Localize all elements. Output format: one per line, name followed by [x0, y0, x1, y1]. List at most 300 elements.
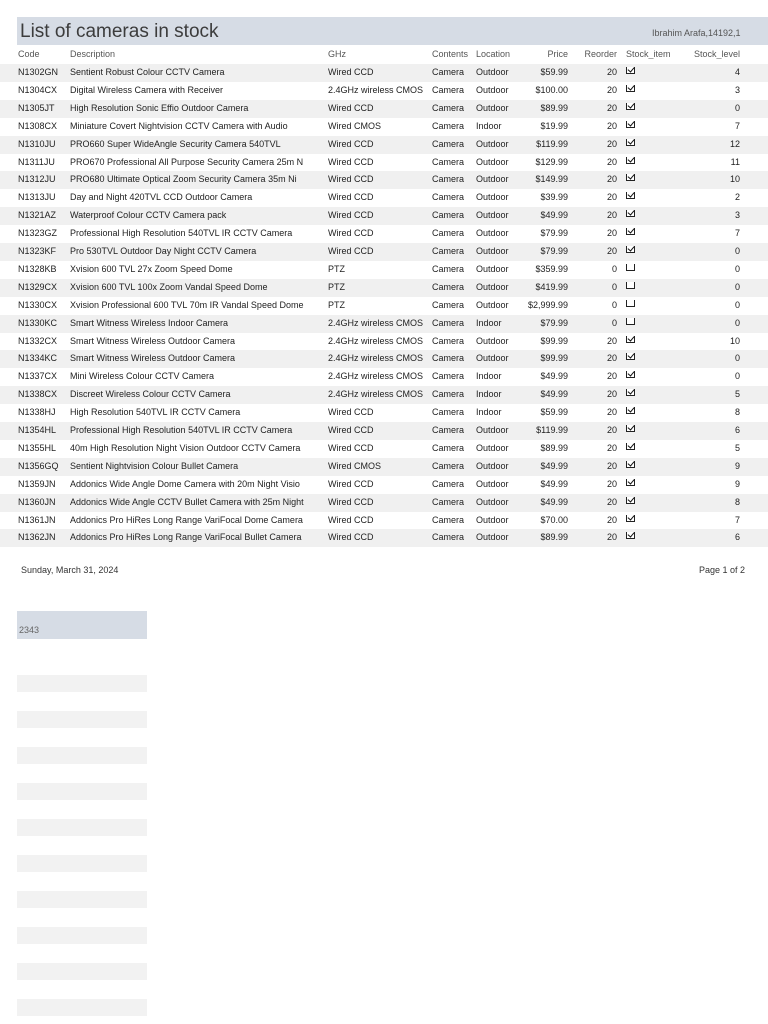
cell-ghz: Wired CMOS — [328, 460, 382, 471]
cell-price: $89.99 — [540, 102, 568, 113]
column-header-stock-level: Stock_level — [693, 49, 740, 59]
cell-price: $119.99 — [536, 138, 568, 149]
cell-stock-level: 0 — [734, 353, 740, 364]
cell-code: N1338CX — [18, 389, 58, 400]
cell-contents: Camera — [432, 353, 465, 364]
cell-price: $2,999.99 — [527, 299, 568, 310]
cell-price: $39.99 — [540, 192, 568, 203]
table-row — [0, 422, 768, 440]
cell-description: Professional High Resolution 540TVL IR CCTV Camera — [70, 228, 293, 239]
cell-code: N1354HL — [18, 425, 57, 435]
side-panel-bar — [17, 675, 147, 692]
cell-code: N1334KC — [18, 353, 58, 364]
side-panel-bar — [17, 963, 147, 980]
cell-description: Addonics Wide Angle Dome Camera with 20m Night Visio — [70, 478, 300, 489]
cell-stock-level: 0 — [734, 246, 740, 256]
table-row — [0, 261, 768, 279]
table-row — [0, 243, 768, 261]
cell-ghz: Wired CCD — [328, 67, 374, 77]
cell-contents: Camera — [432, 246, 465, 256]
cell-stock-item — [626, 300, 682, 311]
cell-stock-item — [626, 461, 682, 472]
cell-stock-item — [626, 174, 682, 185]
cell-ghz: 2.4GHz wireless CMOS — [328, 317, 424, 328]
cell-ghz: Wired CCD — [328, 138, 374, 149]
cell-code: N1330KC — [18, 317, 58, 328]
cell-location: Outdoor — [476, 192, 509, 203]
column-header-location: Location — [476, 49, 511, 59]
cell-code: N1313JU — [18, 192, 56, 203]
cell-code: N1337CX — [18, 371, 58, 382]
table-row — [0, 225, 768, 243]
footer-page-number: Page 1 of 2 — [698, 565, 745, 575]
cell-price: $149.99 — [535, 174, 568, 185]
cell-contents: Camera — [432, 478, 465, 489]
cell-stock-level: 9 — [734, 478, 740, 489]
cell-stock-item — [626, 479, 682, 490]
side-panel-bar — [17, 747, 147, 764]
cell-stock-item — [626, 264, 682, 275]
cell-reorder: 20 — [606, 84, 617, 95]
side-panel-bar — [17, 783, 147, 800]
cell-contents: Camera — [432, 442, 465, 453]
cell-ghz: 2.4GHz wireless CMOS — [328, 335, 424, 346]
cell-location: Outdoor — [476, 84, 509, 95]
cell-stock-item — [626, 336, 682, 347]
cell-stock-level: 5 — [734, 442, 740, 453]
table-row — [0, 494, 768, 512]
cell-price: $49.99 — [540, 496, 568, 507]
cell-code: N1361JN — [18, 514, 56, 525]
cell-code: N1355HL — [18, 442, 57, 453]
cell-price: $49.99 — [540, 210, 568, 221]
cell-contents: Camera — [432, 228, 465, 239]
cell-location: Outdoor — [476, 102, 509, 113]
cell-location: Outdoor — [476, 496, 509, 507]
cell-description: Miniature Covert Nightvision CCTV Camera with Audio — [70, 120, 288, 131]
unchecked-checkbox-icon — [626, 264, 635, 271]
table-row — [0, 100, 768, 118]
table-row — [0, 82, 768, 100]
cell-stock-item — [626, 157, 682, 168]
cell-reorder: 0 — [611, 263, 617, 274]
checked-checkbox-icon — [626, 228, 635, 235]
cell-stock-item — [626, 246, 682, 257]
cell-description: 40m High Resolution Night Vision Outdoor CCTV Camera — [70, 442, 301, 453]
cell-location: Outdoor — [476, 138, 509, 149]
cell-code: N1310JU — [18, 138, 56, 149]
cell-description: Sentient Robust Colour CCTV Camera — [70, 67, 225, 77]
cell-description: High Resolution Sonic Effio Outdoor Camera — [70, 102, 249, 113]
cell-reorder: 20 — [606, 67, 617, 77]
cell-description: Addonics Pro HiRes Long Range VariFocal Bullet Camera — [70, 532, 302, 543]
cell-location: Outdoor — [476, 353, 509, 364]
cell-ghz: Wired CCD — [328, 228, 374, 239]
side-panel-bar — [17, 711, 147, 728]
cell-code: N1321AZ — [18, 210, 57, 221]
cell-contents: Camera — [432, 84, 465, 95]
cell-ghz: Wired CCD — [328, 210, 374, 221]
cell-location: Outdoor — [476, 478, 509, 489]
cell-contents: Camera — [432, 120, 465, 131]
cell-price: $419.99 — [535, 281, 568, 292]
cell-stock-item — [626, 371, 682, 382]
cell-reorder: 20 — [606, 407, 617, 418]
cell-reorder: 0 — [611, 299, 617, 310]
cell-location: Outdoor — [476, 299, 509, 310]
cell-reorder: 20 — [606, 335, 617, 346]
cell-reorder: 20 — [606, 514, 617, 525]
cell-stock-item — [626, 103, 682, 114]
cell-stock-level: 8 — [734, 407, 740, 418]
cell-code: N1304CX — [18, 84, 58, 95]
table-row — [0, 136, 768, 154]
cell-stock-item — [626, 497, 682, 508]
unchecked-checkbox-icon — [626, 318, 635, 325]
checked-checkbox-icon — [626, 174, 635, 181]
cell-ghz: Wired CCD — [328, 478, 374, 489]
cell-location: Indoor — [476, 317, 502, 328]
cell-stock-item — [626, 407, 682, 418]
checked-checkbox-icon — [626, 103, 635, 110]
cell-location: Indoor — [476, 389, 502, 400]
table-row — [0, 529, 768, 547]
cell-stock-item — [626, 192, 682, 203]
cell-stock-level: 3 — [734, 210, 740, 221]
cell-contents: Camera — [432, 67, 465, 77]
cell-reorder: 20 — [606, 120, 617, 131]
cell-price: $70.00 — [540, 514, 568, 525]
cell-description: Pro 530TVL Outdoor Day Night CCTV Camera — [70, 246, 257, 256]
cell-stock-level: 6 — [734, 532, 740, 543]
cell-price: $59.99 — [540, 67, 568, 77]
cell-ghz: Wired CCD — [328, 174, 374, 185]
checked-checkbox-icon — [626, 85, 635, 92]
cell-code: N1302GN — [18, 67, 59, 77]
cell-stock-level: 10 — [729, 174, 740, 185]
table-row — [0, 64, 768, 82]
cell-stock-item — [626, 139, 682, 150]
cell-price: $89.99 — [540, 442, 568, 453]
cell-ghz: Wired CMOS — [328, 120, 382, 131]
cell-stock-level: 6 — [734, 425, 740, 435]
column-header-ghz: GHz — [328, 49, 346, 59]
cell-code: N1356GQ — [18, 460, 59, 471]
cell-location: Indoor — [476, 120, 502, 131]
checked-checkbox-icon — [626, 389, 635, 396]
checked-checkbox-icon — [626, 139, 635, 146]
cell-price: $49.99 — [540, 371, 568, 382]
cell-location: Outdoor — [476, 532, 509, 543]
cell-code: N1332CX — [18, 335, 58, 346]
cell-ghz: Wired CCD — [328, 246, 374, 256]
cell-ghz: Wired CCD — [328, 532, 374, 543]
cell-stock-level: 7 — [734, 228, 740, 239]
column-header-price: Price — [547, 49, 568, 59]
cell-price: $129.99 — [535, 156, 568, 167]
report-author: Ibrahim Arafa,14192,1 — [652, 28, 741, 38]
checked-checkbox-icon — [626, 210, 635, 217]
cell-price: $89.99 — [540, 532, 568, 543]
cell-location: Outdoor — [476, 263, 509, 274]
cell-reorder: 20 — [606, 371, 617, 382]
cell-stock-item — [626, 67, 682, 78]
cell-contents: Camera — [432, 389, 465, 400]
checked-checkbox-icon — [626, 371, 635, 378]
cell-price: $19.99 — [540, 120, 568, 131]
cell-location: Indoor — [476, 407, 502, 418]
cell-ghz: Wired CCD — [328, 407, 374, 418]
cell-description: Xvision 600 TVL 100x Zoom Vandal Speed Dome — [70, 281, 268, 292]
side-panel-label: 2343 — [19, 625, 40, 635]
checked-checkbox-icon — [626, 497, 635, 504]
cell-contents: Camera — [432, 317, 465, 328]
cell-contents: Camera — [432, 174, 465, 185]
cell-contents: Camera — [432, 281, 465, 292]
checked-checkbox-icon — [626, 121, 635, 128]
cell-location: Outdoor — [476, 67, 509, 77]
checked-checkbox-icon — [626, 515, 635, 522]
cell-stock-item — [626, 282, 682, 293]
cell-contents: Camera — [432, 156, 465, 167]
cell-code: N1308CX — [18, 120, 58, 131]
cell-code: N1329CX — [18, 281, 58, 292]
cell-reorder: 20 — [606, 192, 617, 203]
cell-contents: Camera — [432, 514, 465, 525]
cell-description: Addonics Pro HiRes Long Range VariFocal Dome Camera — [70, 514, 303, 525]
cell-location: Outdoor — [476, 246, 509, 256]
cell-description: Smart Witness Wireless Indoor Camera — [70, 317, 229, 328]
cell-contents: Camera — [432, 210, 465, 221]
table-row — [0, 171, 768, 189]
cell-stock-level: 12 — [729, 138, 740, 149]
cell-stock-level: 3 — [734, 84, 740, 95]
cell-stock-level: 0 — [734, 317, 740, 328]
footer-date: Sunday, March 31, 2024 — [21, 565, 119, 575]
cell-location: Outdoor — [476, 174, 509, 185]
cell-stock-item — [626, 353, 682, 364]
cell-description: Xvision Professional 600 TVL 70m IR Vandal Speed Dome — [70, 299, 304, 310]
cell-contents: Camera — [432, 496, 465, 507]
cell-code: N1330CX — [18, 299, 58, 310]
checked-checkbox-icon — [626, 246, 635, 253]
checked-checkbox-icon — [626, 157, 635, 164]
cell-description: PRO660 Super WideAngle Security Camera 540TVL — [70, 138, 281, 149]
checked-checkbox-icon — [626, 479, 635, 486]
checked-checkbox-icon — [626, 192, 635, 199]
cell-reorder: 20 — [606, 228, 617, 239]
cell-location: Outdoor — [476, 425, 509, 435]
cell-stock-level: 11 — [730, 156, 740, 167]
cell-reorder: 20 — [606, 138, 617, 149]
cell-stock-item — [626, 532, 682, 543]
cell-ghz: 2.4GHz wireless CMOS — [328, 389, 424, 400]
side-panel-bar — [17, 819, 147, 836]
side-panel-bar — [17, 999, 147, 1016]
checked-checkbox-icon — [626, 67, 635, 74]
column-header-code: Code — [18, 49, 40, 59]
cell-code: N1323KF — [18, 246, 57, 256]
checked-checkbox-icon — [626, 532, 635, 539]
cell-code: N1362JN — [18, 532, 56, 543]
cell-ghz: PTZ — [328, 299, 345, 310]
table-row — [0, 154, 768, 172]
cell-ghz: 2.4GHz wireless CMOS — [328, 353, 424, 364]
table-row — [0, 476, 768, 494]
cell-reorder: 20 — [606, 460, 617, 471]
cell-price: $100.00 — [535, 84, 568, 95]
cell-reorder: 20 — [606, 246, 617, 256]
cell-contents: Camera — [432, 407, 465, 418]
unchecked-checkbox-icon — [626, 300, 635, 307]
unchecked-checkbox-icon — [626, 282, 635, 289]
cell-stock-item — [626, 425, 682, 436]
cell-location: Outdoor — [476, 228, 509, 239]
cell-description: Discreet Wireless Colour CCTV Camera — [70, 389, 231, 400]
cell-ghz: Wired CCD — [328, 442, 374, 453]
cell-location: Outdoor — [476, 281, 509, 292]
cell-description: Waterproof Colour CCTV Camera pack — [70, 210, 227, 221]
cell-contents: Camera — [432, 263, 465, 274]
cell-stock-item — [626, 443, 682, 454]
table-row — [0, 189, 768, 207]
cell-price: $79.99 — [540, 246, 568, 256]
cell-description: Xvision 600 TVL 27x Zoom Speed Dome — [70, 263, 233, 274]
column-header-reorder: Reorder — [584, 49, 617, 59]
cell-price: $99.99 — [540, 335, 568, 346]
cell-code: N1305JT — [18, 102, 55, 113]
cell-stock-level: 0 — [734, 371, 740, 382]
cell-stock-level: 10 — [729, 335, 740, 346]
cell-price: $359.99 — [535, 263, 568, 274]
cell-description: High Resolution 540TVL IR CCTV Camera — [70, 407, 241, 418]
table-row — [0, 386, 768, 404]
cell-price: $79.99 — [540, 228, 568, 239]
table-row — [0, 333, 768, 351]
column-header-description: Description — [70, 49, 116, 59]
cell-reorder: 20 — [606, 102, 617, 113]
cell-ghz: Wired CCD — [328, 156, 374, 167]
side-panel-bar — [17, 855, 147, 872]
column-header-contents: Contents — [432, 49, 469, 59]
cell-stock-level: 0 — [734, 263, 740, 274]
cell-price: $79.99 — [540, 317, 568, 328]
cell-description: Addonics Wide Angle CCTV Bullet Camera with 25m Night — [70, 496, 304, 507]
cell-description: PRO680 Ultimate Optical Zoom Security Camera 35m Ni — [70, 174, 297, 185]
cell-location: Outdoor — [476, 460, 509, 471]
table-row — [0, 207, 768, 225]
cell-code: N1312JU — [18, 174, 56, 185]
table-row — [0, 279, 768, 297]
cell-reorder: 20 — [606, 425, 617, 435]
side-panel-bar — [17, 927, 147, 944]
checked-checkbox-icon — [626, 336, 635, 343]
cell-stock-level: 9 — [734, 460, 740, 471]
cell-reorder: 20 — [606, 478, 617, 489]
cell-description: Mini Wireless Colour CCTV Camera — [70, 371, 215, 382]
cell-code: N1323GZ — [18, 228, 58, 239]
cell-ghz: 2.4GHz wireless CMOS — [328, 371, 424, 382]
cell-stock-level: 7 — [734, 120, 740, 131]
cell-stock-item — [626, 318, 682, 329]
cell-ghz: PTZ — [328, 281, 345, 292]
cell-description: PRO670 Professional All Purpose Security Camera 25m N — [70, 156, 304, 167]
report-title: List of cameras in stock — [20, 21, 219, 42]
cell-stock-level: 0 — [734, 299, 740, 310]
cell-reorder: 20 — [606, 174, 617, 185]
cell-price: $59.99 — [540, 407, 568, 418]
cell-contents: Camera — [432, 192, 465, 203]
column-header-stock-item: Stock_item — [626, 49, 671, 59]
cell-code: N1338HJ — [18, 407, 56, 418]
cell-contents: Camera — [432, 138, 465, 149]
table-row — [0, 404, 768, 422]
cell-contents: Camera — [432, 425, 465, 435]
cell-location: Outdoor — [476, 442, 509, 453]
cell-code: N1311JU — [18, 156, 55, 167]
cell-reorder: 20 — [606, 532, 617, 543]
table-row — [0, 350, 768, 368]
cell-stock-level: 0 — [734, 102, 740, 113]
side-panel-bar — [17, 891, 147, 908]
table-header — [0, 46, 768, 64]
table-row — [0, 118, 768, 136]
report-header — [17, 17, 768, 45]
cell-stock-item — [626, 228, 682, 239]
cell-location: Outdoor — [476, 514, 509, 525]
cell-stock-item — [626, 389, 682, 400]
cell-location: Outdoor — [476, 156, 509, 167]
table-row — [0, 315, 768, 333]
cell-contents: Camera — [432, 371, 465, 382]
cell-ghz: Wired CCD — [328, 514, 374, 525]
cell-ghz: 2.4GHz wireless CMOS — [328, 84, 424, 95]
cell-reorder: 20 — [606, 442, 617, 453]
cell-ghz: Wired CCD — [328, 496, 374, 507]
cell-stock-level: 7 — [734, 514, 740, 525]
cell-description: Smart Witness Wireless Outdoor Camera — [70, 353, 236, 364]
cell-ghz: Wired CCD — [328, 102, 374, 113]
cell-ghz: Wired CCD — [328, 192, 374, 203]
cell-stock-item — [626, 515, 682, 526]
cell-price: $49.99 — [540, 389, 568, 400]
cell-location: Outdoor — [476, 335, 509, 346]
cell-code: N1359JN — [18, 478, 56, 489]
cell-reorder: 20 — [606, 210, 617, 221]
cell-description: Smart Witness Wireless Outdoor Camera — [70, 335, 236, 346]
cell-stock-level: 5 — [734, 389, 740, 400]
cell-code: N1328KB — [18, 263, 57, 274]
cell-stock-item — [626, 121, 682, 132]
cell-ghz: Wired CCD — [328, 425, 374, 435]
cell-location: Outdoor — [476, 210, 509, 221]
cell-stock-level: 4 — [734, 67, 740, 77]
checked-checkbox-icon — [626, 407, 635, 414]
cell-stock-item — [626, 210, 682, 221]
cell-contents: Camera — [432, 299, 465, 310]
cell-reorder: 20 — [606, 389, 617, 400]
cell-contents: Camera — [432, 532, 465, 543]
cell-price: $119.99 — [536, 425, 568, 435]
cell-reorder: 20 — [606, 353, 617, 364]
cell-reorder: 0 — [611, 317, 617, 328]
cell-reorder: 20 — [606, 156, 617, 167]
cell-stock-level: 8 — [734, 496, 740, 507]
cell-location: Indoor — [476, 371, 502, 382]
cell-description: Digital Wireless Camera with Receiver — [70, 84, 224, 95]
table-row — [0, 368, 768, 386]
table-row — [0, 512, 768, 530]
